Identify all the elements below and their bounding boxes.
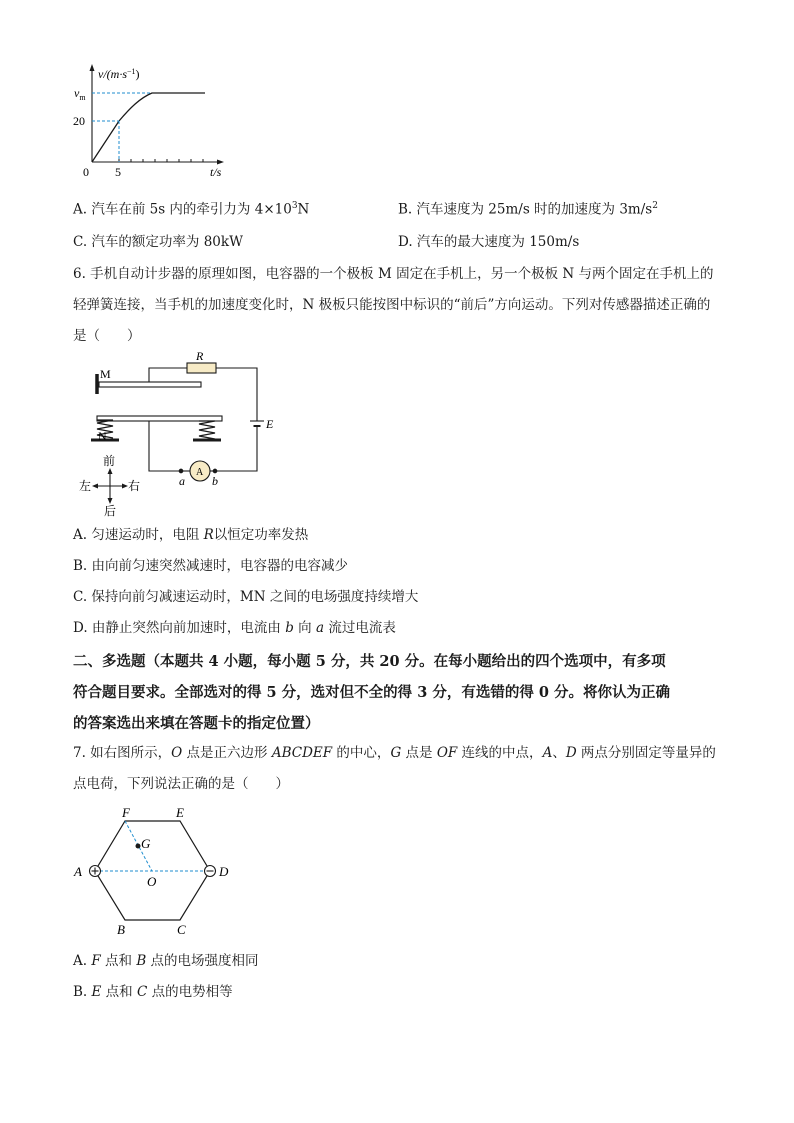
label-a: a — [179, 474, 185, 488]
section2-heading-line2: 符合题目要求。全部选对的得 5 分，选对但不全的得 3 分，有选错的得 0 分。将你认为正确 — [73, 684, 671, 701]
plate-m — [99, 382, 201, 387]
label-r: R — [196, 349, 204, 363]
q6-option-b: B. 由向前匀速突然减速时，电容器的电容减少 — [73, 558, 349, 574]
q7-stem-line1: 7. 如右图所示，O 点是正六边形 ABCDEF 的中心，G 点是 OF 连线的中点，A、D 两点分别固定等量异的 — [73, 745, 716, 761]
svg-text:vm — [74, 86, 86, 102]
q6-option-a: A. 匀速运动时，电阻 R以恒定功率发热 — [73, 527, 309, 543]
y-axis-label: v/(m·s — [98, 67, 127, 81]
velocity-curve — [92, 93, 205, 162]
label-ammeter: A — [196, 467, 204, 478]
point-g — [136, 844, 141, 849]
q6-stem-line3: 是（ ） — [73, 328, 141, 344]
origin-label: 0 — [83, 165, 89, 179]
hex-label-a: A — [74, 864, 82, 879]
svg-text:v/(m·s−1) — [98, 67, 140, 81]
wire-bottom-left — [149, 421, 181, 471]
q6-stem-line2: 轻弹簧连接，当手机的加速度变化时，N 极板只能按图中标识的“前后”方向运动。下列对传感器描述正确的 — [73, 297, 711, 313]
label-e: E — [266, 417, 274, 431]
label-front: 前 — [103, 454, 116, 468]
q5-option-b: B. 汽车速度为 25m/s 时的加速度为 $3m/s^2$ — [398, 201, 658, 218]
plate-n — [97, 416, 222, 421]
q5-option-d: D. 汽车的最大速度为 150m/s — [398, 234, 580, 250]
hex-label-f: F — [122, 805, 130, 820]
spring-right — [193, 421, 221, 440]
y-axis-close: ) — [135, 67, 140, 81]
section2-heading-line3: 的答案选出来填在答题卡的指定位置） — [73, 715, 320, 732]
hexagon-diagram — [70, 800, 240, 940]
vm-sub: m — [79, 93, 86, 102]
hex-label-e: E — [176, 805, 184, 820]
wire-right-down — [215, 426, 257, 471]
x-axis-label: t/s — [210, 165, 222, 179]
y-axis-arrow — [90, 64, 95, 71]
resistor-r — [187, 363, 216, 373]
label-n: N — [98, 429, 107, 443]
tick-20: 20 — [73, 114, 85, 128]
direction-cross — [92, 468, 128, 504]
tick-5: 5 — [115, 165, 121, 179]
terminal-a — [179, 469, 183, 473]
vm-label: v — [74, 86, 80, 100]
q7-stem-line2: 点电荷，下列说法正确的是（ ） — [73, 776, 289, 792]
hex-label-c: C — [177, 922, 186, 937]
label-left: 左 — [79, 479, 92, 493]
terminal-b — [213, 469, 217, 473]
label-back: 后 — [104, 504, 117, 518]
x-axis-arrow — [217, 160, 224, 165]
wire-top-right — [216, 368, 257, 421]
hex-label-g: G — [141, 836, 151, 851]
q7-option-a: A. F 点和 B 点的电场强度相同 — [73, 953, 259, 969]
y-axis-exp: −1 — [127, 67, 136, 76]
velocity-time-graph — [70, 60, 240, 185]
q6-stem-line1: 6. 手机自动计步器的原理如图，电容器的一个极板 M 固定在手机上，另一个极板 N 与两个固定在手机上的 — [73, 266, 714, 282]
label-b: b — [212, 474, 218, 488]
hex-label-b: B — [117, 922, 125, 937]
step-counter-circuit-diagram — [70, 348, 285, 520]
q7-option-b: B. E 点和 C 点的电势相等 — [73, 984, 233, 1000]
q5-option-c: C. 汽车的额定功率为 80kW — [73, 234, 243, 250]
hex-label-o: O — [147, 874, 157, 889]
q6-option-d: D. 由静止突然向前加速时，电流由 b 向 a 流过电流表 — [73, 620, 396, 636]
wire-top — [149, 368, 187, 382]
section2-heading-line1: 二、多选题（本题共 4 小题，每小题 5 分，共 20 分。在每小题给出的四个选项中，有多项 — [73, 653, 666, 670]
hex-label-d: D — [219, 864, 229, 879]
label-right: 右 — [128, 479, 141, 493]
label-m: M — [100, 367, 111, 381]
q6-option-c: C. 保持向前匀减速运动时，MN 之间的电场强度持续增大 — [73, 589, 419, 605]
q5-option-a: A. 汽车在前 5s 内的牵引力为 $4\times 10^3N$ — [73, 201, 310, 218]
